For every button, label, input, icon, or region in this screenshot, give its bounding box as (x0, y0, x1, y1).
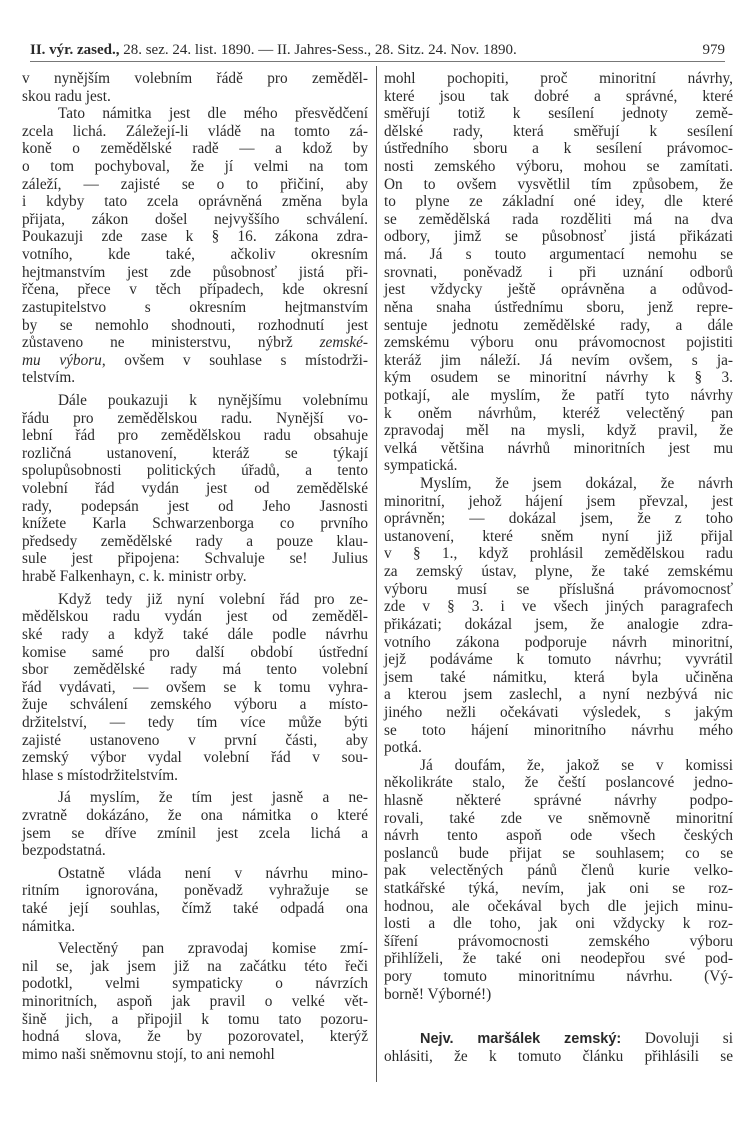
text-line: sule jest připojena: Schvaluje se! Julius (22, 550, 368, 568)
text-line: má. Já s touto argumentací nemohu se (384, 246, 733, 264)
paragraph (22, 940, 368, 1063)
text-line: zajisté ustanoveno v první části, aby (22, 731, 368, 749)
paragraph (22, 392, 368, 586)
text-line: zemský výbor vydal volební řád v sou- (22, 749, 368, 767)
text-line: hodnou, ale očekával bych dle jejich minu- (384, 897, 733, 915)
text-line: Ostatně vláda není v návrhu mino- (58, 864, 368, 882)
text-line: hodná slova, že by pozorovatel, kterýž (22, 1028, 368, 1046)
text-line: knížete Karla Schwarzenborga co prvního (22, 515, 368, 533)
paragraph (384, 757, 733, 1004)
text-line: držitelství, — tedy tím více může býti (22, 713, 368, 731)
text-line (22, 352, 368, 370)
text-line: v § 1., když prohlásil zemědělskou radu (384, 545, 733, 563)
text-line: potká. (384, 739, 422, 757)
text-line: nosti zemského výboru, mohou se zamítati. (384, 158, 733, 176)
text-line: hrabě Falkenhayn, c. k. ministr orby. (22, 568, 247, 586)
text-line: přikázati; dokázal jsem, že analogie zdra- (384, 615, 733, 633)
text-segment: zůstaveno ne ministerstvu, nýbrž (22, 334, 320, 352)
text-line: šině jich, a připojil k tomu tato pozoru- (22, 1010, 368, 1028)
page-number: 979 (702, 42, 725, 58)
text-line: spolupůsobnosti politických úřadů, a tento (22, 462, 368, 480)
text-line: On to ovšem vysvětlil tím způsobem, že (384, 175, 733, 193)
text-line: sbor zemědělské rady má tento volební (22, 661, 368, 679)
text-line: mědělskou radu vydán jest od zeměděl- (22, 608, 368, 626)
text-line (22, 334, 368, 352)
text-line: směřují totiž k sesílení jednoty země- (384, 105, 733, 123)
text-line: za zemský ústav, plyne, že také zemskému (384, 563, 733, 581)
header-session (30, 42, 517, 60)
paragraph (22, 70, 368, 105)
text-line: přijata, zákon došel nejvyššího schválení. (22, 210, 368, 228)
text-line: něna snaha ústřednímu sboru, jenž repre- (384, 298, 733, 316)
text-line: pory tomuto minoritnímu návrhu. (Vý- (384, 968, 733, 986)
text-line: přihlíželi, že také oni neodepřou své pod- (384, 950, 733, 968)
paragraph (384, 70, 733, 475)
text-line: i kdyby tato zcela oprávněná změna byla (22, 193, 368, 211)
text-line: ské rady a když také dále podle návrhu (22, 625, 368, 643)
text-segment: , ovšem v souhlase s místodrži- (101, 351, 368, 369)
text-line: a kterou jsem zaslechl, a nyní nezbývá nic (384, 686, 733, 704)
emphasis-text: mu výboru (22, 351, 102, 369)
text-line: dělské rady, která směřují k sesílení (384, 122, 733, 140)
text-line: minoritní, jehož hájení jsem převzal, jest (384, 492, 733, 510)
text-line: žuje schválení zemského výboru a místo- (22, 696, 368, 714)
header-session-bold: II. výr. zased., (30, 42, 120, 58)
text-line: losti a dle toho, jak oni vždycky k roz- (384, 915, 733, 933)
text-line: kteráž jim náleží. Já nevím ovšem, s ja- (384, 351, 733, 369)
text-line: k oněm návrhům, kteréž velectěný pan (384, 404, 733, 422)
text-line: Když tedy již nyní volební řád pro ze- (58, 590, 368, 608)
text-line: zcela lichá. Záležejí-li vládě na tomto zá- (22, 122, 368, 140)
text-line (384, 1030, 733, 1048)
text-line: votního zákona podporuje návrh minoritní, (384, 633, 733, 651)
text-line: Já myslím, že tím jest jasně a ne- (58, 789, 368, 807)
text-line: rovali, také zde ve sněmovně minoritní (384, 809, 733, 827)
text-line: Dále poukazuji k nynějšímu volebnímu (58, 391, 368, 409)
text-line: sentuje jednotu zemědělské rady, a dále (384, 316, 733, 334)
text-line: návrh tento aspoň ode všech českých (384, 827, 733, 845)
text-line: lební řád pro zemědělskou radu obsahuje (22, 427, 368, 445)
text-line: mimo naši sněmovnu stojí, to ani nemohl (22, 1045, 275, 1063)
text-line: mohl pochopiti, proč minoritní návrhy, (384, 70, 733, 87)
text-line: bezpodstatná. (22, 842, 106, 860)
text-line: rozličná ustanovení, kteráž se týkají (22, 444, 368, 462)
text-line: ritním ignorována, poněvadž vyhražuje se (22, 882, 368, 900)
text-line: které jsou tak dobré a správné, které (384, 87, 733, 105)
header-session-rest: 28. sez. 24. list. 1890. — II. Jahres-Sess., 28. Sitz. 24. Nov. 1890. (123, 42, 517, 58)
text-line: předsedy zemědělské rady a pouze klau- (22, 532, 368, 550)
text-line: komise samé pro další období ústřední (22, 643, 368, 661)
paragraph (22, 789, 368, 859)
text-line: votního, kde také, ačkoliv okresním (22, 246, 368, 264)
text-line: odbory, jimž se působnosť jistá přikázati (384, 228, 733, 246)
text-line: potkají, ale myslím, že patří tyto návrhy (384, 386, 733, 404)
text-line: několikráte stalo, že čeští poslancové jedno- (384, 774, 733, 792)
text-line: nil se, jak jsem již na začátku této řeči (22, 957, 368, 975)
text-line: námitka. (22, 917, 76, 935)
paragraph (384, 1030, 733, 1065)
text-line: telstvím. (22, 369, 76, 387)
text-line: řád vydávati, — ovšem se k tomu vyhra- (22, 678, 368, 696)
column-divider (376, 66, 377, 1082)
text-line: statkářské týká, nevím, jak oni se roz- (384, 880, 733, 898)
text-line: řádu pro zemědělskou radu. Nynější vo- (22, 409, 368, 427)
right-column (384, 70, 733, 1066)
left-column (22, 70, 368, 1064)
text-line: to plyne ze základní oné idey, dle které (384, 193, 733, 211)
header-rule (30, 61, 725, 62)
text-line: koně o zemědělské radě — a kdož by (22, 140, 368, 158)
text-line: by se nemohlo shodnouti, rozhodnutí jest (22, 316, 368, 334)
text-line: rady, podepsán jest od Jeho Jasnosti (22, 497, 368, 515)
text-line: pak velectěných pánů členů kurie velko- (384, 862, 733, 880)
text-line: hejtmanstvím jest zde působnosť jistá při- (22, 263, 368, 281)
text-line: zpravodaj měl na mysli, když pravil, že (384, 422, 733, 440)
text-line: oprávněn; — dokázal jsem, že z toho (384, 510, 733, 528)
text-line: skou radu jest. (22, 87, 111, 105)
text-line: jejž podáváme k tomuto návrhu; vyvrátil (384, 651, 733, 669)
text-line: minoritních, aspoň jak pravil o velké vět- (22, 993, 368, 1011)
text-line: Myslím, že jsem dokázal, že návrh (420, 475, 733, 493)
text-segment: Dovoluji si (621, 1030, 733, 1048)
text-line: ustanovení, které sněm nyní již přijal (384, 527, 733, 545)
text-line: srovnati, poněvadž i při uznání odborů (384, 263, 733, 281)
text-line: volební řád vydán jest od zemědělské (22, 480, 368, 498)
text-line: zde v § 3. i ve všech jiných paragrafech (384, 598, 733, 616)
text-line: se toto hájení minoritního návrhu mého (384, 721, 733, 739)
text-line: velká většina návrhů minoritních jest mu (384, 439, 733, 457)
text-line: záleží, — zajisté se o to přičiní, aby (22, 175, 368, 193)
text-line: sympatická. (384, 457, 458, 475)
text-line: Tato námitka jest dle mého přesvědčení (58, 105, 368, 123)
text-line: ústředního sboru a k sesílení právomoc- (384, 140, 733, 158)
text-line: Já doufám, že, jakož se v komissi (420, 756, 733, 774)
text-line: také její souhlas, čímž také odpadá ona (22, 900, 368, 918)
paragraph (22, 591, 368, 785)
text-line: o tom pochyboval, že jí velmi na tom (22, 158, 368, 176)
text-line: borně! Výborné!) (384, 985, 492, 1003)
text-line: ohlásiti, že k tomuto článku přihlásili se (384, 1047, 733, 1065)
text-line: podotkl, velmi sympaticky o návrzích (22, 975, 368, 993)
text-line: hlase s místodržitelstvím. (22, 766, 178, 784)
text-line: Velectěný pan zpravodaj komise zmí- (58, 940, 368, 958)
text-line: řčena, přece v těch případech, kde okresní (22, 281, 368, 299)
emphasis-text: zemské- (319, 334, 368, 352)
text-line: kým osudem se minoritní návrhy k § 3. (384, 369, 733, 387)
text-line: výboru musí se příslušná právomocnosť (384, 580, 733, 598)
text-line: zemskému výboru onu právomocnost pojistiti (384, 334, 733, 352)
text-line: v nynějším volebním řádě pro zeměděl- (22, 70, 368, 87)
text-line: šíření právomocnosti zemského výboru (384, 932, 733, 950)
text-line: hlasně některé správné návrhy podpo- (384, 791, 733, 809)
text-line: poslanců bude přijat se souhlasem; co se (384, 844, 733, 862)
speaker-name: Nejv. maršálek zemský: (420, 1031, 622, 1048)
paragraph (22, 865, 368, 935)
paragraph (22, 105, 368, 387)
text-line: se zemědělská rada rozděliti má na dva (384, 210, 733, 228)
text-line: zvratně dokázáno, že ona námitka o které (22, 806, 368, 824)
text-line: jsem se dříve zmínil jest zcela lichá a (22, 824, 368, 842)
text-line: zastupitelstvo s okresním hejtmanstvím (22, 298, 368, 316)
text-line: jest vždycky ještě oprávněna a odůvod- (384, 281, 733, 299)
running-header (30, 42, 725, 60)
paragraph (384, 475, 733, 757)
text-line: Poukazuji zde zase k § 16. zákona zdra- (22, 228, 368, 246)
text-line: jsem také námitku, která byla učiněna (384, 668, 733, 686)
text-line: jiného nežli očekávati výsledek, s jakým (384, 703, 733, 721)
